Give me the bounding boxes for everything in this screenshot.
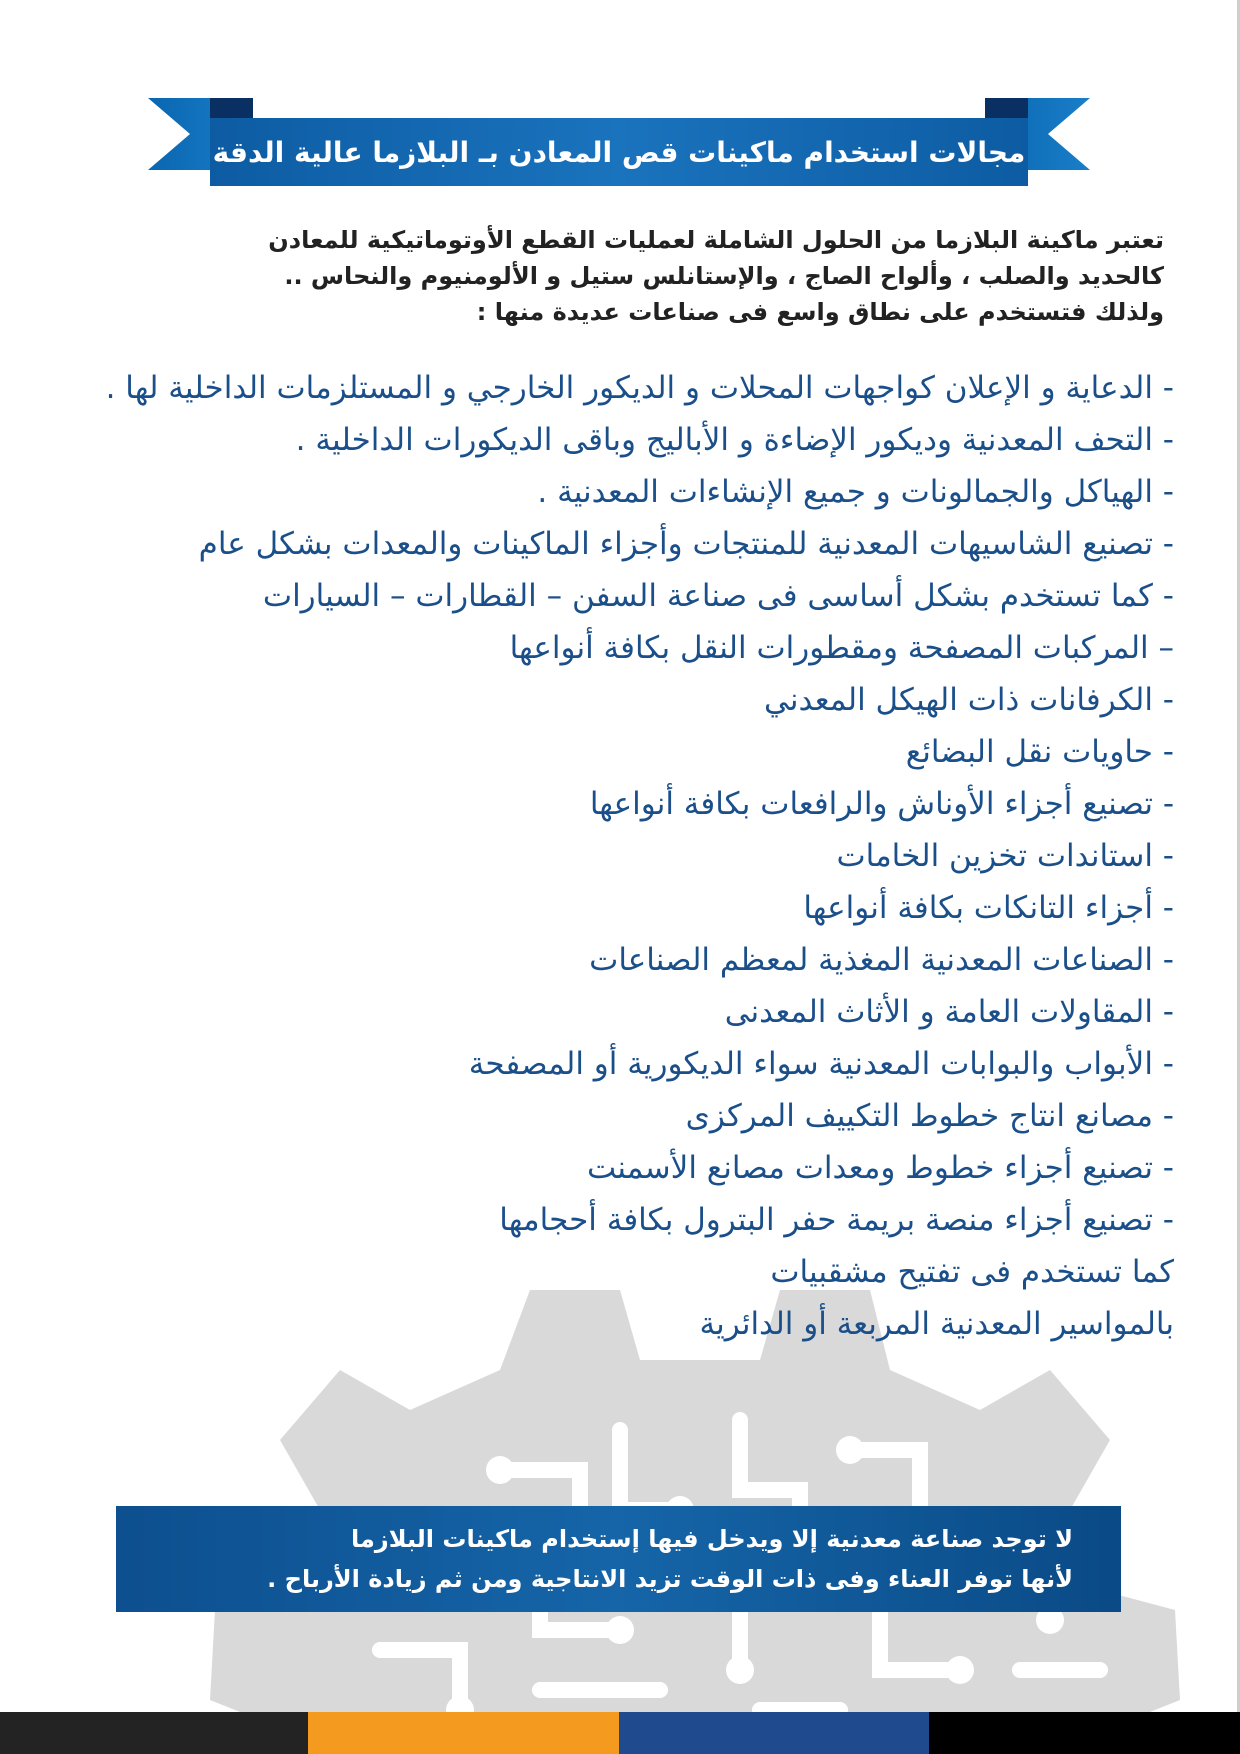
list-item	[86, 466, 1174, 518]
list-item	[86, 1298, 1174, 1350]
list-item-text: - حاويات نقل البضائع	[905, 734, 1174, 770]
list-item	[86, 778, 1174, 830]
color-bar-segment-black	[929, 1712, 1240, 1754]
note-box	[116, 1506, 1121, 1612]
list-item-text: - أجزاء التانكات بكافة أنواعها	[803, 890, 1174, 926]
list-item	[86, 622, 1174, 674]
list-item-text: - الدعاية و الإعلان كواجهات المحلات و الديكور الخارجي و المستلزمات الداخلية لها .	[105, 370, 1174, 406]
intro-line: ولذلك فتستخدم على نطاق واسع فى صناعات عديدة منها :	[476, 298, 1164, 326]
page-title: مجالات استخدام ماكينات قص المعادن بـ البلازما عالية الدقة	[212, 135, 1026, 169]
color-bar-segment-orange	[308, 1712, 619, 1754]
note-line: لا توجد صناعة معدنية إلا ويدخل فيها إستخدام ماكينات البلازما	[351, 1525, 1073, 1553]
footer-color-bar	[0, 1712, 1240, 1754]
list-item	[86, 362, 1174, 414]
list-item	[86, 1194, 1174, 1246]
list-item-text: كما تستخدم فى تفتيح مشقبيات	[770, 1254, 1174, 1290]
list-item-text: - تصنيع أجزاء الأوناش والرافعات بكافة أنواعها	[589, 786, 1174, 822]
uses-list	[86, 362, 1174, 1350]
color-bar-segment-blue	[619, 1712, 929, 1754]
list-item-text: - تصنيع أجزاء خطوط ومعدات مصانع الأسمنت	[586, 1150, 1174, 1186]
list-item	[86, 1142, 1174, 1194]
list-item-text: - المقاولات العامة و الأثاث المعدنى	[724, 994, 1174, 1030]
list-item-text: - الأبواب والبوابات المعدنية سواء الديكورية أو المصفحة	[468, 1046, 1174, 1082]
list-item-text: - الكرفانات ذات الهيكل المعدني	[764, 682, 1174, 718]
title-ribbon	[148, 98, 1090, 188]
list-item-text: - الصناعات المعدنية المغذية لمعظم الصناعات	[589, 942, 1174, 978]
intro-line: كالحديد والصلب ، وألواح الصاج ، والإستانلس ستيل و الألومنيوم والنحاس ..	[284, 262, 1164, 290]
list-item	[86, 1090, 1174, 1142]
intro-paragraph	[86, 222, 1166, 330]
list-item-text: - كما تستخدم بشكل أساسى فى صناعة السفن – القطارات – السيارات	[262, 578, 1174, 614]
list-item	[86, 726, 1174, 778]
intro-line: تعتبر ماكينة البلازما من الحلول الشاملة لعمليات القطع الأوتوماتيكية للمعادن	[268, 226, 1164, 254]
list-item-text: - تصنيع الشاسيهات المعدنية للمنتجات وأجزاء الماكينات والمعدات بشكل عام	[198, 526, 1174, 562]
list-item-text: بالمواسير المعدنية المربعة أو الدائرية	[699, 1306, 1174, 1342]
note-line: لأنها توفر العناء وفى ذات الوقت تزيد الانتاجية ومن ثم زيادة الأرباح .	[267, 1565, 1073, 1593]
list-item	[86, 674, 1174, 726]
list-item	[86, 882, 1174, 934]
list-item	[86, 830, 1174, 882]
list-item	[86, 518, 1174, 570]
list-item-text: - تصنيع أجزاء منصة بريمة حفر البترول بكافة أحجامها	[499, 1202, 1174, 1238]
list-item-text: – المركبات المصفحة ومقطورات النقل بكافة أنواعها	[509, 630, 1174, 666]
list-item-text: - الهياكل والجمالونات و جميع الإنشاءات المعدنية .	[537, 474, 1174, 510]
list-item-text: - التحف المعدنية وديكور الإضاءة و الأباليج وباقى الديكورات الداخلية .	[295, 422, 1174, 458]
color-bar-segment-dark	[0, 1712, 308, 1754]
list-item	[86, 934, 1174, 986]
list-item	[86, 1246, 1174, 1298]
list-item	[86, 1038, 1174, 1090]
list-item	[86, 414, 1174, 466]
list-item	[86, 986, 1174, 1038]
list-item-text: - مصانع انتاج خطوط التكييف المركزى	[685, 1098, 1174, 1134]
list-item	[86, 570, 1174, 622]
list-item-text: - استاندات تخزين الخامات	[836, 838, 1174, 874]
